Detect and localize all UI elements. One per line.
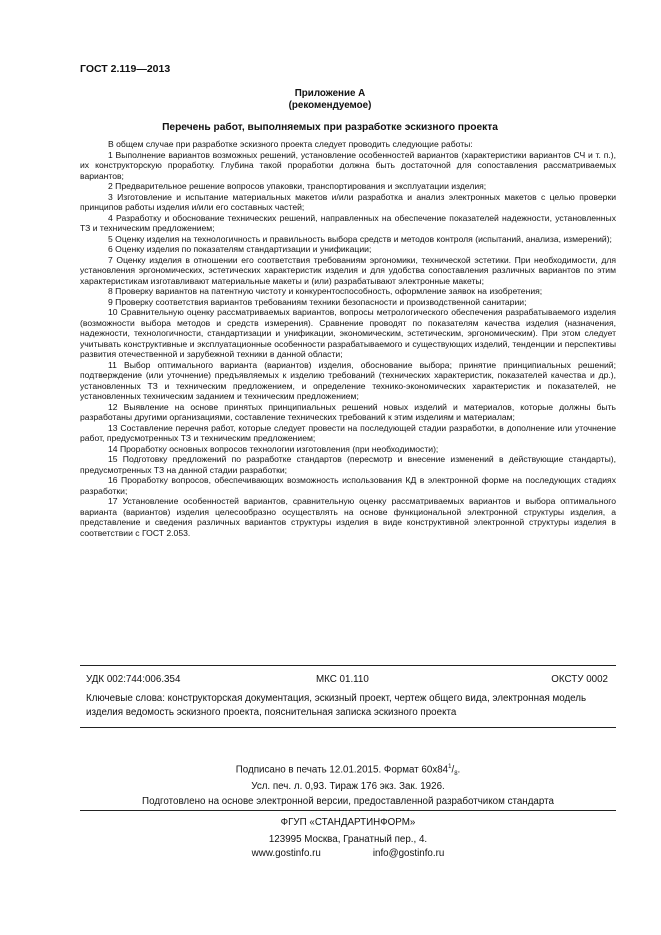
format-numerator: 1 <box>448 764 452 770</box>
list-item: В общем случае при разработке эскизного проекта следует проводить следующие работы: <box>108 139 473 149</box>
list-item: 11 Выбор оптимального варианта (вариантов) изделия, обоснование выбора; принятие принципиальных решений; подтверждение (или уточнение) предъявляемых к изделию требований (технических характеристик, показателей качества и др.), установленных ТЗ и техническим предложением, и определение технико-экономических характеристик и показателей, не установленных техническим заданием и техническим предложением; <box>80 359 616 401</box>
list-item: 1 Выполнение вариантов возможных решений, установление особенностей вариантов (характеристики вариантов СЧ и т. п.), их конструкторскую проработку. Глубина такой проработки должна быть достаточной для сопоставления рассматриваемых вариантов; <box>80 149 616 181</box>
list-item: 8 Проверку вариантов на патентную чистоту и конкурентоспособность, оформление заявок на изобретения; <box>108 286 543 296</box>
publisher-address: 123995 Москва, Гранатный пер., 4. <box>268 834 428 845</box>
udk-code: УДК 002:744:006.354 <box>86 674 181 685</box>
prepared-note: Подготовлено на основе электронной версии, предоставленной разработчиком стандарта <box>142 796 554 807</box>
appendix-status: (рекомендуемое) <box>288 100 372 111</box>
format-denominator: 8 <box>454 771 458 778</box>
list-item: 3 Изготовление и испытание материальных макетов и/или разработка и анализ электронных макетов с целью проверки принципов работы изделия и/или его составных частей; <box>80 191 616 212</box>
publisher-contacts <box>80 848 616 859</box>
list-item: 9 Проверку соответствия вариантов требованиям техники безопасности и производственной санитарии; <box>108 296 527 307</box>
list-item: 6 Оценку изделия по показателям стандартизации и унификации; <box>108 244 372 254</box>
list-item: 2 Предварительное решение вопросов упаковки, транспортирования и эксплуатации изделия; <box>108 181 487 191</box>
list-item: 13 Составление перечня работ, которые следует провести на последующей стадии разработки, в дополнение или уточнение работ, предусмотренных ТЗ и техническим предложением; <box>80 422 616 443</box>
list-item: 16 Проработку вопросов, обеспечивающих возможность использования КД в электронной форме на последующих стадиях разработки; <box>80 475 616 496</box>
appendix-label: Приложение А <box>294 88 366 99</box>
list-item: 17 Установление особенностей вариантов, сравнительную оценку рассматриваемых вариантов и выбора оптимального варианта (вариантов) изделия целесообразно осуществлять на основе функциональной электронной структуры изделия, а представление и сведения различных вариантов структуры изделия в виде конструктивной электронной структуры изделия в соответствии с ГОСТ 2.053. <box>80 496 616 538</box>
website-link[interactable]: www.gostinfo.ru <box>251 848 321 859</box>
classification-top-rule <box>80 665 616 666</box>
list-item: 14 Проработку основных вопросов технологии изготовления (при необходимости); <box>108 443 439 454</box>
classification-bottom-rule <box>80 727 616 728</box>
publisher: ФГУП «СТАНДАРТИНФОРМ» <box>280 817 416 828</box>
keywords: Ключевые слова: конструкторская документация, эскизный проект, чертеж общего вида, электронная модель изделия ведомость эскизного проекта, пояснительная записка эскизного проекта <box>86 693 587 718</box>
list-item: 12 Выявление на основе принятых принципиальных решений новых изделий и материалов, которые должны быть разработаны другими организациями, составление технических требований к этим изделиям и материалам; <box>80 401 616 422</box>
mks-code: МКС 01.110 <box>316 674 369 685</box>
appendix-title: Перечень работ, выполняемых при разработке эскизного проекта <box>162 122 498 133</box>
list-item: 10 Сравнительную оценку рассматриваемых вариантов, вопросы метрологического обеспечения разрабатываемого изделия (возможности выбора методов и средств измерения). Сравнение проводят по показателям качества изделия (назначения, надежности, технологичности, стандартизации и унификации, экономическим, эстетическим, эргономическим). При этом следует учитывать конструктивные и эксплуатационные особенности разрабатываемого и существующих изделий, тенденции и перспективы развития отечественной и зарубежной техники в данной области; <box>80 307 616 359</box>
list-item: 5 Оценку изделия на технологичность и правильность выбора средств и методов контроля (испытаний, анализа, измерений); <box>108 233 612 244</box>
list-item: 4 Разработку и обоснование технических решений, направленных на обеспечение показателей надежности, установленных ТЗ и техническим предложением; <box>80 212 616 233</box>
document-id: ГОСТ 2.119—2013 <box>80 63 171 75</box>
list-item: 7 Оценку изделия в отношении его соответствия требованиям эргономики, технической эстетики. При необходимости, для установления эргономических, эстетических характеристик изделия и для удобства сопоставления различных вариантов по этим характеристикам изготавливают материальные макеты и (или) разрабатывают электронные макеты; <box>80 254 616 286</box>
print-sheets: Усл. печ. л. 0,93. Тираж 176 экз. Зак. 1926. <box>251 781 445 792</box>
signed-for-print: Подписано в печать 12.01.2015. Формат $60x84^1/_8$. <box>235 764 461 778</box>
email-link[interactable]: info@gostinfo.ru <box>372 848 445 859</box>
okstu-code: ОКСТУ 0002 <box>551 674 608 685</box>
list-item: 15 Подготовку предложений по разработке стандартов (пересмотр и внесение изменений в действующие стандарты), предусмотренных ТЗ на данной стадии разработки; <box>80 454 616 475</box>
imprint-rule <box>80 810 616 811</box>
work-list <box>80 139 616 538</box>
